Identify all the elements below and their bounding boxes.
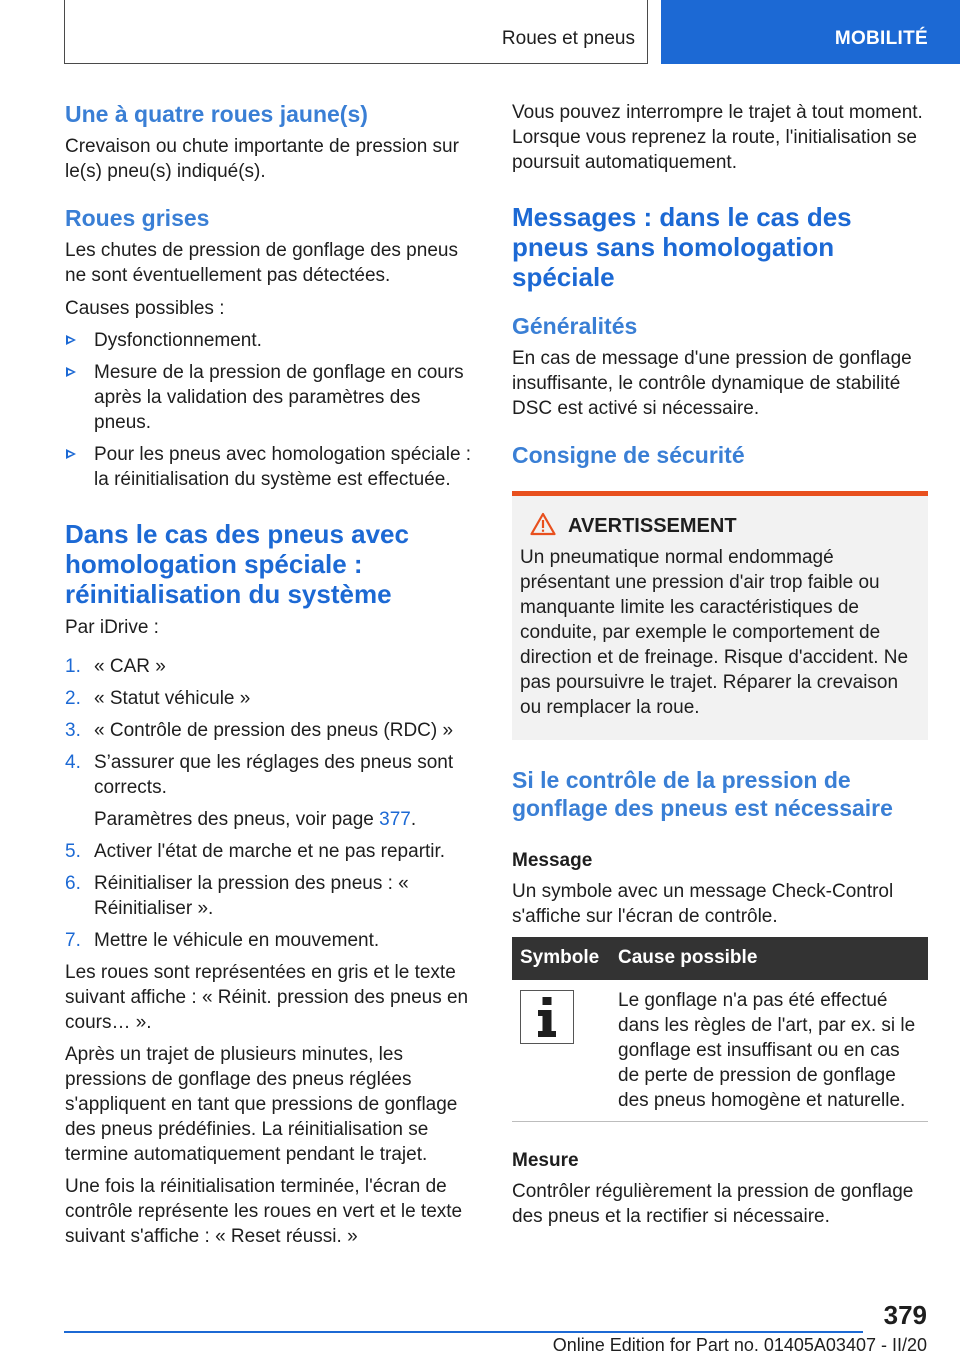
list-item: Mesure de la pression de gonflage en cours après la validation des paramètres des pneus. bbox=[65, 360, 480, 435]
text-grey-wheels: Les chutes de pression de gonflage des pneus ne sont éventuellement pas détectées. bbox=[65, 240, 458, 286]
list-item: 3. « Contrôle de pression des pneus (RDC) » bbox=[65, 720, 454, 741]
text-causes: Causes possibles : bbox=[65, 298, 225, 319]
triangle-bullet-icon bbox=[66, 449, 76, 459]
heading-messages: Messages : dans le cas des pneus sans homologation spéciale bbox=[512, 202, 852, 292]
footer-edition: Online Edition for Part no. 01405A03407 - II/20 bbox=[552, 1335, 927, 1355]
triangle-bullet-icon bbox=[66, 367, 76, 377]
warning-box bbox=[512, 491, 928, 740]
warning-header bbox=[520, 512, 920, 541]
list-item: 6. Réinitialiser la pression des pneus : « Réinitialiser ». bbox=[65, 873, 409, 919]
left-column bbox=[65, 100, 480, 1249]
heading-safety: Consigne de sécurité bbox=[512, 442, 745, 468]
warning-triangle-icon bbox=[530, 512, 556, 541]
text-message: Un symbole avec un message Check-Control s'affiche sur l'écran de contrôle. bbox=[512, 881, 894, 927]
list-item: 7. Mettre le véhicule en mouvement. bbox=[65, 930, 380, 951]
text-reset-during-trip: Après un trajet de plusieurs minutes, les pressions de gonflage des pneus réglées s'appliquent en tant que pressions de gonflage des pneus prédéfinies. La réinitialisation se termine automatiquement pendant le trajet. bbox=[65, 1044, 458, 1165]
text-measure: Contrôler régulièrement la pression de gonflage des pneus et la rectifier si nécessaire. bbox=[512, 1181, 914, 1227]
heading-check-needed: Si le contrôle de la pression de gonflage des pneus est nécessaire bbox=[512, 767, 893, 821]
heading-grey-wheels: Roues grises bbox=[65, 205, 210, 231]
list-item: 4. S’assurer que les réglages des pneus sont corrects. Paramètres des pneus, voir page 377. bbox=[65, 750, 480, 832]
list-item: Dysfonctionnement. bbox=[65, 328, 480, 353]
table-row bbox=[512, 980, 928, 1122]
chapter-tab-label: MOBILITÉ bbox=[834, 28, 928, 49]
text-idrive: Par iDrive : bbox=[65, 617, 159, 638]
page-link[interactable]: 377 bbox=[379, 809, 411, 830]
table-header-row bbox=[512, 937, 928, 980]
text-general: En cas de message d'une pression de gonflage insuffisante, le contrôle dynamique de stabilité DSC est activé si nécessaire. bbox=[512, 348, 912, 419]
heading-message: Message bbox=[512, 850, 593, 871]
section-title: Roues et pneus bbox=[501, 28, 635, 49]
footer-divider bbox=[64, 1331, 863, 1333]
warning-title: AVERTISSEMENT bbox=[568, 515, 737, 537]
step-sub-reference: Paramètres des pneus, voir page 377. bbox=[94, 809, 417, 830]
page-number: 379 bbox=[883, 1300, 927, 1330]
list-item: 5. Activer l'état de marche et ne pas repartir. bbox=[65, 841, 446, 862]
cause-cell: Le gonflage n'a pas été effectué dans les règles de l'art, par ex. si le gonflage est insuffisant ou en cas de perte de pression de gonflage des pneus homogène et naturelle. bbox=[610, 980, 928, 1122]
symbol-cell bbox=[512, 980, 610, 1122]
list-item: Pour les pneus avec homologation spéciale : la réinitialisation du système est effectuée. bbox=[65, 442, 480, 492]
text-reset-in-progress: Les roues sont représentées en gris et le texte suivant affiche : « Réinit. pression des pneus en cours… ». bbox=[65, 962, 469, 1033]
col-cause-header: Cause possible bbox=[610, 937, 928, 980]
col-symbol-header: Symbole bbox=[512, 937, 610, 980]
right-column bbox=[512, 100, 928, 1229]
info-icon bbox=[520, 990, 574, 1044]
message-table bbox=[512, 937, 928, 1122]
text-reset-done: Une fois la réinitialisation terminée, l'écran de contrôle représente les roues en vert et le texte suivant s'affiche : « Reset réussi. » bbox=[65, 1176, 463, 1247]
list-item: 2. « Statut véhicule » bbox=[65, 688, 251, 709]
heading-measure: Mesure bbox=[512, 1150, 579, 1171]
chapter-tab[interactable] bbox=[661, 0, 960, 64]
heading-general: Généralités bbox=[512, 313, 638, 339]
causes-list bbox=[65, 328, 480, 492]
steps-list bbox=[65, 654, 480, 953]
list-item: 1. « CAR » bbox=[65, 656, 166, 677]
heading-yellow-wheels: Une à quatre roues jaune(s) bbox=[65, 101, 368, 127]
text-yellow-wheels: Crevaison ou chute importante de pression sur le(s) pneu(s) indiqué(s). bbox=[65, 136, 459, 182]
heading-special-tires: Dans le cas des pneus avec homologation spéciale : réinitialisation du système bbox=[65, 519, 409, 609]
warning-text: Un pneumatique normal endommagé présentant une pression d'air trop faible ou manquante limite les caractéristiques de conduite, par exemple le comportement de direction et de freinage. Risque d'accident. Ne pas poursuivre le trajet. Réparer la crevaison ou remplacer la roue. bbox=[520, 547, 909, 718]
triangle-bullet-icon bbox=[66, 335, 76, 345]
text-interrupt: Vous pouvez interrompre le trajet à tout moment. Lorsque vous reprenez la route, l'initialisation se poursuit automatiquement. bbox=[512, 102, 923, 173]
